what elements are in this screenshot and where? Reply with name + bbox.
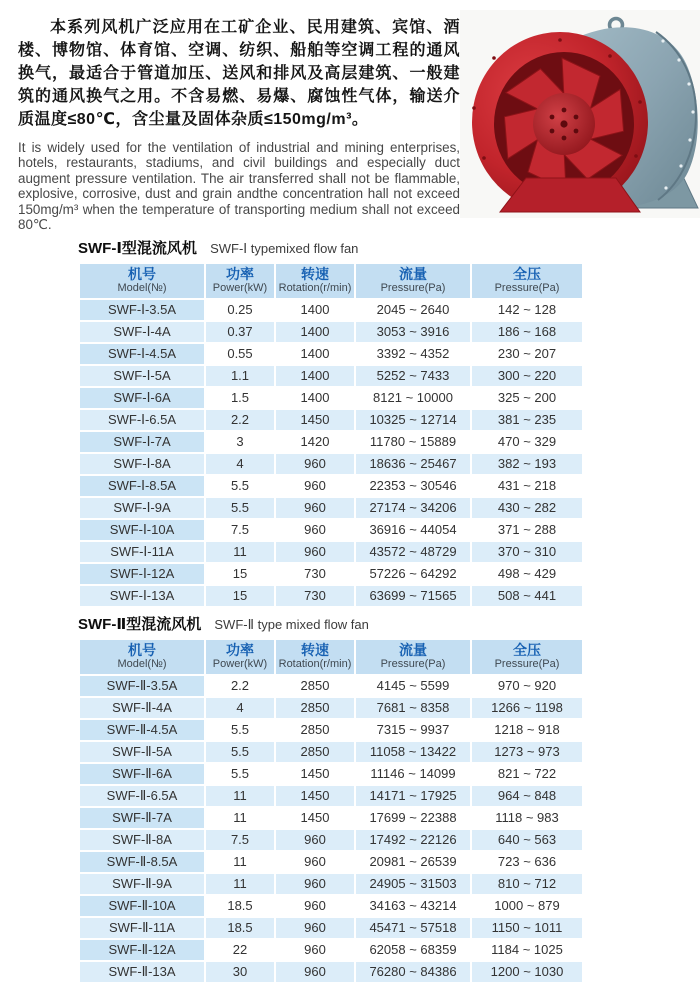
model-cell: SWF-Ⅰ-8.5A bbox=[80, 476, 204, 496]
model-cell: SWF-Ⅰ-6A bbox=[80, 388, 204, 408]
pressure-cell: 300 ~ 220 bbox=[472, 366, 582, 386]
power-cell: 11 bbox=[206, 786, 274, 806]
model-cell: SWF-Ⅱ-4.5A bbox=[80, 720, 204, 740]
power-cell: 11 bbox=[206, 542, 274, 562]
table-row bbox=[80, 764, 582, 784]
col-header-model bbox=[80, 264, 204, 298]
table-row bbox=[80, 498, 582, 518]
col-header-pressure bbox=[472, 640, 582, 674]
flow-cell: 36916 ~ 44054 bbox=[356, 520, 470, 540]
col-header-rotation-zh: 转速 bbox=[301, 642, 329, 659]
col-header-flow bbox=[356, 264, 470, 298]
flow-cell: 17492 ~ 22126 bbox=[356, 830, 470, 850]
power-cell: 5.5 bbox=[206, 720, 274, 740]
table-row bbox=[80, 808, 582, 828]
rotation-cell: 2850 bbox=[276, 742, 354, 762]
power-cell: 22 bbox=[206, 940, 274, 960]
table1-title bbox=[78, 240, 700, 258]
flow-cell: 11058 ~ 13422 bbox=[356, 742, 470, 762]
model-cell: SWF-Ⅰ-5A bbox=[80, 366, 204, 386]
table-row bbox=[80, 300, 582, 320]
table-row bbox=[80, 698, 582, 718]
col-header-pressure bbox=[472, 264, 582, 298]
col-header-model-en: Model(№) bbox=[117, 282, 167, 295]
table-row bbox=[80, 786, 582, 806]
col-header-power-zh: 功率 bbox=[226, 642, 254, 659]
fan-photo bbox=[460, 10, 700, 218]
rotation-cell: 2850 bbox=[276, 720, 354, 740]
power-cell: 15 bbox=[206, 564, 274, 584]
rotation-cell: 1450 bbox=[276, 808, 354, 828]
pressure-cell: 370 ~ 310 bbox=[472, 542, 582, 562]
rotation-cell: 960 bbox=[276, 498, 354, 518]
table-row bbox=[80, 520, 582, 540]
rotation-cell: 960 bbox=[276, 874, 354, 894]
power-cell: 7.5 bbox=[206, 830, 274, 850]
flow-cell: 43572 ~ 48729 bbox=[356, 542, 470, 562]
flow-cell: 2045 ~ 2640 bbox=[356, 300, 470, 320]
flow-cell: 63699 ~ 71565 bbox=[356, 586, 470, 606]
pressure-cell: 640 ~ 563 bbox=[472, 830, 582, 850]
power-cell: 15 bbox=[206, 586, 274, 606]
model-cell: SWF-Ⅱ-11A bbox=[80, 918, 204, 938]
pressure-cell: 325 ~ 200 bbox=[472, 388, 582, 408]
power-cell: 2.2 bbox=[206, 676, 274, 696]
power-cell: 30 bbox=[206, 962, 274, 982]
col-header-pressure-en: Pressure(Pa) bbox=[494, 282, 560, 295]
table-row bbox=[80, 366, 582, 386]
flow-cell: 4145 ~ 5599 bbox=[356, 676, 470, 696]
col-header-flow-zh: 流量 bbox=[399, 642, 427, 659]
pressure-cell: 382 ~ 193 bbox=[472, 454, 582, 474]
pressure-cell: 970 ~ 920 bbox=[472, 676, 582, 696]
table-row bbox=[80, 940, 582, 960]
col-header-power bbox=[206, 640, 274, 674]
header-row bbox=[80, 264, 582, 298]
flow-cell: 76280 ~ 84386 bbox=[356, 962, 470, 982]
model-cell: SWF-Ⅰ-13A bbox=[80, 586, 204, 606]
table-row bbox=[80, 454, 582, 474]
pressure-cell: 431 ~ 218 bbox=[472, 476, 582, 496]
power-cell: 2.2 bbox=[206, 410, 274, 430]
model-cell: SWF-Ⅱ-8.5A bbox=[80, 852, 204, 872]
rotation-cell: 1420 bbox=[276, 432, 354, 452]
rotation-cell: 960 bbox=[276, 896, 354, 916]
table-row bbox=[80, 962, 582, 982]
col-header-pressure-zh: 全压 bbox=[513, 642, 541, 659]
power-cell: 18.5 bbox=[206, 918, 274, 938]
flow-cell: 17699 ~ 22388 bbox=[356, 808, 470, 828]
model-cell: SWF-Ⅱ-3.5A bbox=[80, 676, 204, 696]
rotation-cell: 960 bbox=[276, 962, 354, 982]
flow-cell: 20981 ~ 26539 bbox=[356, 852, 470, 872]
pressure-cell: 470 ~ 329 bbox=[472, 432, 582, 452]
table1-title-en: SWF-Ⅰ typemixed flow fan bbox=[210, 241, 359, 257]
col-header-flow bbox=[356, 640, 470, 674]
flow-cell: 3392 ~ 4352 bbox=[356, 344, 470, 364]
intro-text-block bbox=[18, 10, 460, 232]
rotation-cell: 1450 bbox=[276, 786, 354, 806]
pressure-cell: 1118 ~ 983 bbox=[472, 808, 582, 828]
pressure-cell: 186 ~ 168 bbox=[472, 322, 582, 342]
power-cell: 11 bbox=[206, 808, 274, 828]
col-header-power-en: Power(kW) bbox=[212, 658, 268, 671]
power-cell: 1.1 bbox=[206, 366, 274, 386]
model-cell: SWF-Ⅰ-6.5A bbox=[80, 410, 204, 430]
table2-title-zh: SWF-Ⅱ型混流风机 bbox=[78, 616, 202, 634]
pressure-cell: 508 ~ 441 bbox=[472, 586, 582, 606]
pressure-cell: 1150 ~ 1011 bbox=[472, 918, 582, 938]
rotation-cell: 2850 bbox=[276, 698, 354, 718]
power-cell: 4 bbox=[206, 698, 274, 718]
col-header-flow-en: Pressure(Pa) bbox=[380, 282, 446, 295]
fan-illustration bbox=[460, 10, 700, 218]
flow-cell: 14171 ~ 17925 bbox=[356, 786, 470, 806]
rotation-cell: 960 bbox=[276, 454, 354, 474]
table1-title-zh: SWF-Ⅰ型混流风机 bbox=[78, 240, 197, 258]
model-cell: SWF-Ⅰ-3.5A bbox=[80, 300, 204, 320]
pressure-cell: 1266 ~ 1198 bbox=[472, 698, 582, 718]
pressure-cell: 371 ~ 288 bbox=[472, 520, 582, 540]
rotation-cell: 730 bbox=[276, 564, 354, 584]
pressure-cell: 1200 ~ 1030 bbox=[472, 962, 582, 982]
flow-cell: 62058 ~ 68359 bbox=[356, 940, 470, 960]
table-row bbox=[80, 720, 582, 740]
rotation-cell: 960 bbox=[276, 542, 354, 562]
power-cell: 1.5 bbox=[206, 388, 274, 408]
flow-cell: 11780 ~ 15889 bbox=[356, 432, 470, 452]
table2-title bbox=[78, 616, 700, 634]
col-header-rotation-zh: 转速 bbox=[301, 266, 329, 283]
rotation-cell: 1450 bbox=[276, 764, 354, 784]
rotation-cell: 1400 bbox=[276, 366, 354, 386]
col-header-power-en: Power(kW) bbox=[212, 282, 268, 295]
model-cell: SWF-Ⅱ-4A bbox=[80, 698, 204, 718]
col-header-rotation-en: Rotation(r/min) bbox=[278, 282, 352, 295]
power-cell: 0.37 bbox=[206, 322, 274, 342]
pressure-cell: 1273 ~ 973 bbox=[472, 742, 582, 762]
col-header-rotation-en: Rotation(r/min) bbox=[278, 658, 352, 671]
power-cell: 5.5 bbox=[206, 476, 274, 496]
col-header-model-zh: 机号 bbox=[128, 642, 156, 659]
table-row bbox=[80, 586, 582, 606]
table-row bbox=[80, 388, 582, 408]
col-header-model bbox=[80, 640, 204, 674]
power-cell: 7.5 bbox=[206, 520, 274, 540]
pressure-cell: 810 ~ 712 bbox=[472, 874, 582, 894]
swf2-spec-table bbox=[78, 638, 584, 984]
table-row bbox=[80, 852, 582, 872]
model-cell: SWF-Ⅰ-4A bbox=[80, 322, 204, 342]
model-cell: SWF-Ⅰ-12A bbox=[80, 564, 204, 584]
model-cell: SWF-Ⅱ-13A bbox=[80, 962, 204, 982]
swf2-section bbox=[0, 616, 700, 984]
power-cell: 11 bbox=[206, 852, 274, 872]
pressure-cell: 1184 ~ 1025 bbox=[472, 940, 582, 960]
pressure-cell: 430 ~ 282 bbox=[472, 498, 582, 518]
model-cell: SWF-Ⅱ-6A bbox=[80, 764, 204, 784]
flow-cell: 3053 ~ 3916 bbox=[356, 322, 470, 342]
flow-cell: 11146 ~ 14099 bbox=[356, 764, 470, 784]
flow-cell: 7681 ~ 8358 bbox=[356, 698, 470, 718]
rotation-cell: 960 bbox=[276, 830, 354, 850]
rotation-cell: 1400 bbox=[276, 300, 354, 320]
flow-cell: 22353 ~ 30546 bbox=[356, 476, 470, 496]
rotation-cell: 960 bbox=[276, 476, 354, 496]
table-row bbox=[80, 830, 582, 850]
table-row bbox=[80, 476, 582, 496]
power-cell: 5.5 bbox=[206, 498, 274, 518]
col-header-pressure-en: Pressure(Pa) bbox=[494, 658, 560, 671]
flow-cell: 5252 ~ 7433 bbox=[356, 366, 470, 386]
table-row bbox=[80, 322, 582, 342]
col-header-power bbox=[206, 264, 274, 298]
table-row bbox=[80, 896, 582, 916]
col-header-pressure-zh: 全压 bbox=[513, 266, 541, 283]
model-cell: SWF-Ⅱ-9A bbox=[80, 874, 204, 894]
table-row bbox=[80, 542, 582, 562]
col-header-flow-en: Pressure(Pa) bbox=[380, 658, 446, 671]
table-row bbox=[80, 676, 582, 696]
rotation-cell: 1450 bbox=[276, 410, 354, 430]
flow-cell: 45471 ~ 57518 bbox=[356, 918, 470, 938]
header-row bbox=[80, 640, 582, 674]
power-cell: 5.5 bbox=[206, 764, 274, 784]
model-cell: SWF-Ⅱ-10A bbox=[80, 896, 204, 916]
col-header-rotation bbox=[276, 640, 354, 674]
rotation-cell: 960 bbox=[276, 918, 354, 938]
model-cell: SWF-Ⅱ-8A bbox=[80, 830, 204, 850]
model-cell: SWF-Ⅱ-6.5A bbox=[80, 786, 204, 806]
pressure-cell: 230 ~ 207 bbox=[472, 344, 582, 364]
col-header-rotation bbox=[276, 264, 354, 298]
flow-cell: 10325 ~ 12714 bbox=[356, 410, 470, 430]
flow-cell: 57226 ~ 64292 bbox=[356, 564, 470, 584]
col-header-flow-zh: 流量 bbox=[399, 266, 427, 283]
pressure-cell: 381 ~ 235 bbox=[472, 410, 582, 430]
rotation-cell: 960 bbox=[276, 940, 354, 960]
model-cell: SWF-Ⅱ-5A bbox=[80, 742, 204, 762]
power-cell: 3 bbox=[206, 432, 274, 452]
pressure-cell: 821 ~ 722 bbox=[472, 764, 582, 784]
power-cell: 11 bbox=[206, 874, 274, 894]
flow-cell: 24905 ~ 31503 bbox=[356, 874, 470, 894]
rotation-cell: 2850 bbox=[276, 676, 354, 696]
table-row bbox=[80, 432, 582, 452]
col-header-power-zh: 功率 bbox=[226, 266, 254, 283]
table2-title-en: SWF-Ⅱ type mixed flow fan bbox=[214, 617, 369, 633]
intro-chinese-paragraph: 本系列风机广泛应用在工矿企业、民用建筑、宾馆、酒楼、博物馆、体育馆、空调、纺织、船舶等空调工程的通风换气，最适合于管道加压、送风和排风及高层建筑、一般建筑的通风换气之用。不含易燃、易爆、腐蚀性气体，输送介质温度≤80℃，含尘量及固体杂质≤150mg/m³。 bbox=[18, 19, 460, 128]
intro-section bbox=[0, 0, 700, 232]
pressure-cell: 964 ~ 848 bbox=[472, 786, 582, 806]
rotation-cell: 1400 bbox=[276, 322, 354, 342]
flow-cell: 27174 ~ 34206 bbox=[356, 498, 470, 518]
rotation-cell: 730 bbox=[276, 586, 354, 606]
pressure-cell: 1218 ~ 918 bbox=[472, 720, 582, 740]
rotation-cell: 960 bbox=[276, 852, 354, 872]
pressure-cell: 142 ~ 128 bbox=[472, 300, 582, 320]
rotation-cell: 960 bbox=[276, 520, 354, 540]
pressure-cell: 498 ~ 429 bbox=[472, 564, 582, 584]
col-header-model-zh: 机号 bbox=[128, 266, 156, 283]
model-cell: SWF-Ⅰ-10A bbox=[80, 520, 204, 540]
power-cell: 0.25 bbox=[206, 300, 274, 320]
model-cell: SWF-Ⅰ-7A bbox=[80, 432, 204, 452]
model-cell: SWF-Ⅰ-4.5A bbox=[80, 344, 204, 364]
table-row bbox=[80, 344, 582, 364]
model-cell: SWF-Ⅱ-12A bbox=[80, 940, 204, 960]
swf1-spec-table bbox=[78, 262, 584, 608]
flow-cell: 34163 ~ 43214 bbox=[356, 896, 470, 916]
col-header-model-en: Model(№) bbox=[117, 658, 167, 671]
power-cell: 4 bbox=[206, 454, 274, 474]
power-cell: 18.5 bbox=[206, 896, 274, 916]
pressure-cell: 723 ~ 636 bbox=[472, 852, 582, 872]
table-row bbox=[80, 564, 582, 584]
swf1-section bbox=[0, 240, 700, 608]
flow-cell: 18636 ~ 25467 bbox=[356, 454, 470, 474]
flow-cell: 7315 ~ 9937 bbox=[356, 720, 470, 740]
power-cell: 0.55 bbox=[206, 344, 274, 364]
power-cell: 5.5 bbox=[206, 742, 274, 762]
model-cell: SWF-Ⅰ-11A bbox=[80, 542, 204, 562]
model-cell: SWF-Ⅰ-8A bbox=[80, 454, 204, 474]
rotation-cell: 1400 bbox=[276, 388, 354, 408]
model-cell: SWF-Ⅱ-7A bbox=[80, 808, 204, 828]
rotation-cell: 1400 bbox=[276, 344, 354, 364]
table-row bbox=[80, 918, 582, 938]
table-row bbox=[80, 410, 582, 430]
table-row bbox=[80, 742, 582, 762]
flow-cell: 8121 ~ 10000 bbox=[356, 388, 470, 408]
pressure-cell: 1000 ~ 879 bbox=[472, 896, 582, 916]
model-cell: SWF-Ⅰ-9A bbox=[80, 498, 204, 518]
intro-english-paragraph: It is widely used for the ventilation of industrial and mining enterprises, hotels, restaurants, stadiums, and civil buildings and especially duct augment pressure ventilation. The air transferred shall not be flammable, explosive, corrosive, dust and grain andthe concentration hall not exceed 150mg/m³ when the temperature of transporting medium shall not exceed 80℃. bbox=[18, 140, 460, 233]
table-row bbox=[80, 874, 582, 894]
